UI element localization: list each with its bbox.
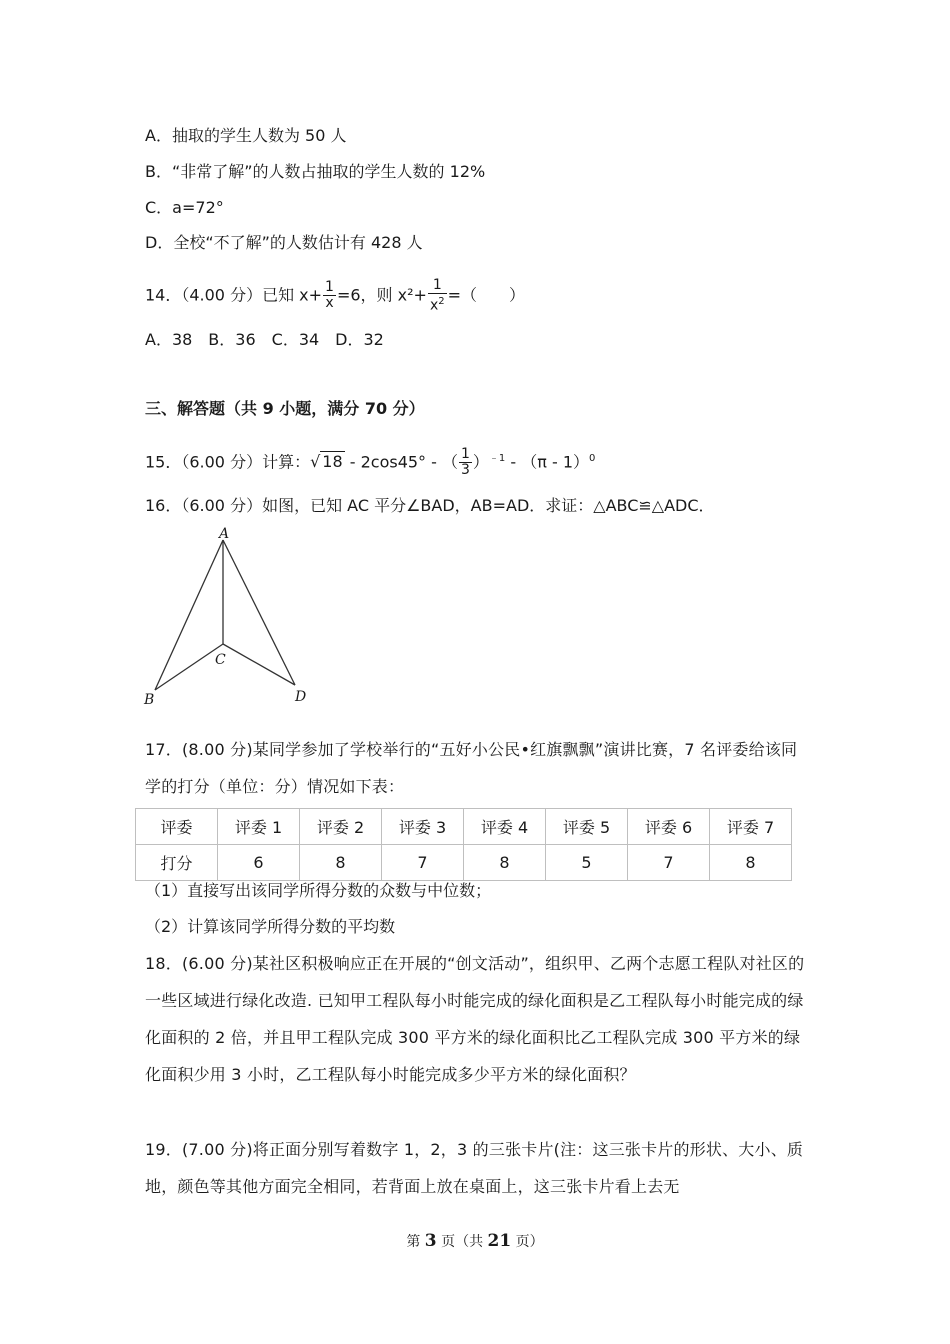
table-cell: 8 (300, 845, 382, 881)
table-header-cell: 评委 (136, 809, 218, 845)
q15-frac-denominator: 3 (461, 462, 470, 479)
footer-prefix: 第 (406, 1234, 425, 1250)
q15-frac-numerator: 1 (461, 446, 470, 463)
q17-question: 17．(8.00 分)某同学参加了学校举行的“五好小公民•红旗飘飘”演讲比赛，7 名评委给该同学的打分（单位：分）情况如下表： (145, 740, 798, 796)
q14-fraction-2 (428, 278, 447, 314)
page-footer (0, 1231, 950, 1251)
q17-subquestion-1: （1）直接写出该同学所得分数的众数与中位数； (145, 881, 492, 900)
segment-ad (223, 540, 295, 685)
table-cell: 打分 (136, 845, 218, 881)
table-row (136, 845, 792, 881)
footer-suffix: 页） (511, 1234, 544, 1250)
table-header-cell: 评委 7 (710, 809, 792, 845)
q15-part2: - 2cos45° - （ (344, 452, 458, 472)
point-label-a: A (219, 526, 230, 542)
q15-radicand: 18 (322, 452, 343, 472)
table-header-cell: 评委 4 (464, 809, 546, 845)
q18-question: 18．(6.00 分)某社区积极响应正在开展的“创文活动”，组织甲、乙两个志愿工程队对社区的一些区域进行绿化改造. 已知甲工程队每小时能完成的绿化面积是乙工程队每小时能完成的绿化面积的 2 倍，并且甲工程队完成 300 平方米的绿化面积比乙工程队完成 300 平方米的绿化面积少用 3 小时，乙工程队每小时能完成多少平方米的绿化面积？ (145, 954, 805, 1084)
q14-frac2-numerator: 1 (428, 278, 447, 294)
sqrt-symbol: √ 18 (310, 452, 343, 472)
q15-exponent-1: ﹣1 (488, 453, 506, 464)
q13-option-a: A．抽取的学生人数为 50 人 (145, 126, 347, 145)
table-cell: 8 (710, 845, 792, 881)
point-label-c: C (215, 652, 226, 668)
q14-frac1-numerator: 1 (325, 279, 334, 296)
table-row (136, 809, 792, 845)
q14-fraction-1 (323, 280, 336, 311)
q15-question (145, 442, 595, 479)
q15-fraction (459, 447, 472, 478)
q14-frac2-denominator (428, 294, 447, 314)
q15-part3: ） (472, 452, 489, 472)
q14-frac2-den-exponent: 2 (438, 296, 445, 307)
q13-option-d: D．全校“不了解”的人数估计有 428 人 (145, 233, 423, 252)
table-header-cell: 评委 5 (546, 809, 628, 845)
q14-question (145, 278, 525, 314)
table-header-cell: 评委 1 (218, 809, 300, 845)
q19-question: 19．(7.00 分)将正面分别写着数字 1，2，3 的三张卡片(注：这三张卡片的形状、大小、质地，颜色等其他方面完全相同，若背面上放在桌面上，这三张卡片看上去无 (145, 1140, 804, 1196)
point-label-d: D (295, 689, 307, 705)
q15-exponent-2: 0 (589, 453, 596, 464)
q14-frac2-den-base: x (429, 297, 439, 314)
q13-option-c: C．a=72° (145, 198, 224, 217)
point-label-b: B (144, 692, 155, 708)
table-header-cell: 评委 2 (300, 809, 382, 845)
q16-question: 16．（6.00 分）如图，已知 AC 平分∠BAD，AB=AD．求证：△ABC≌△ADC． (145, 496, 715, 515)
footer-page-number: 3 (424, 1231, 437, 1251)
q14-mid: =6，则 x²+ (336, 285, 427, 305)
q14-frac1-denominator: x (325, 295, 334, 312)
triangle-figure (135, 522, 325, 712)
table-header-cell: 评委 6 (628, 809, 710, 845)
q14-prefix: 14．（4.00 分）已知 x+ (145, 285, 323, 305)
q17-subquestion-2: （2）计算该同学所得分数的平均数 (145, 917, 396, 936)
footer-total-pages: 21 (487, 1231, 512, 1251)
q15-part4: - （π - 1） (505, 452, 590, 472)
table-cell: 8 (464, 845, 546, 881)
score-table (135, 808, 792, 881)
footer-middle: 页（共 (436, 1234, 488, 1250)
q14-options: A．38 B．36 C．34 D．32 (145, 330, 384, 349)
q13-option-b: B．“非常了解”的人数占抽取的学生人数的 12% (145, 162, 486, 181)
q14-suffix: =（ ） (447, 285, 526, 305)
table-header-cell: 评委 3 (382, 809, 464, 845)
q15-prefix: 15．（6.00 分）计算： (145, 452, 311, 472)
section-3-title: 三、解答题（共 9 小题，满分 70 分） (145, 399, 425, 418)
table-cell: 7 (382, 845, 464, 881)
table-cell: 6 (218, 845, 300, 881)
table-cell: 5 (546, 845, 628, 881)
table-cell: 7 (628, 845, 710, 881)
